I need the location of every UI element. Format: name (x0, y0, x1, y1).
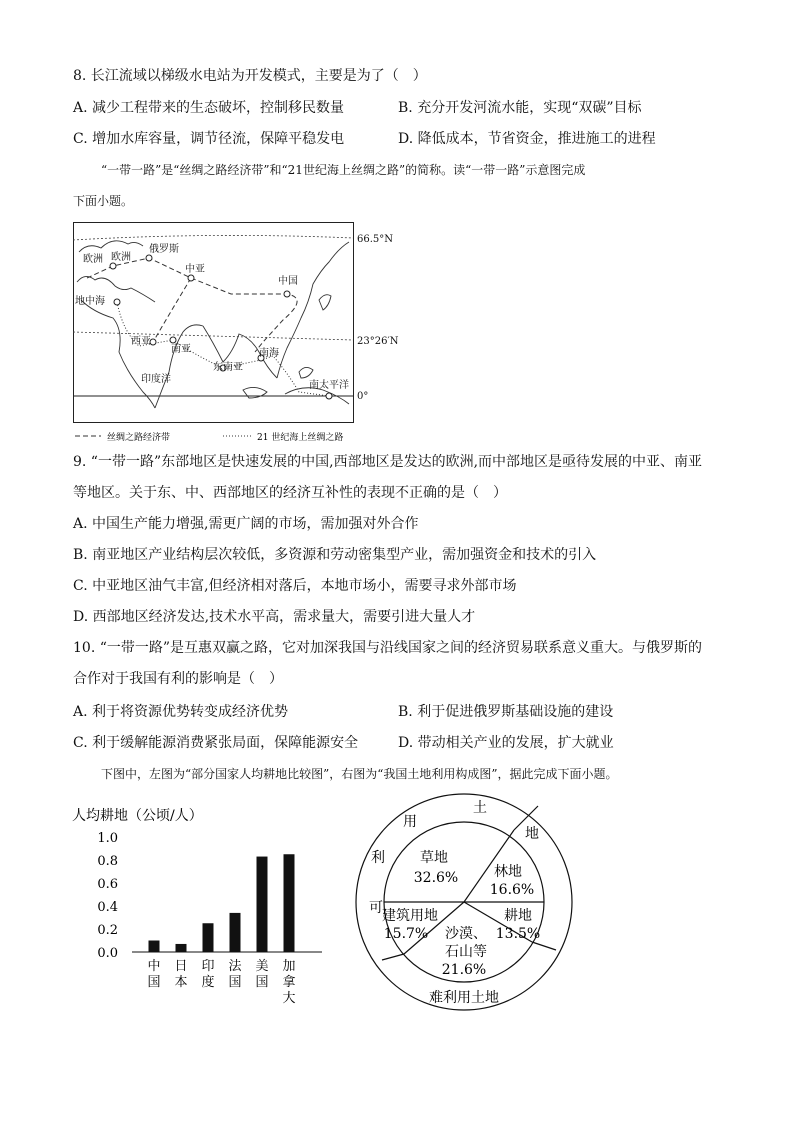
lat-23-26: 23°26′N (357, 336, 399, 347)
legend-sea-route: 21 世纪海上丝绸之路 (257, 433, 344, 443)
label-south-asia: 南亚 (171, 344, 191, 355)
ytick-0-8: 0.8 (97, 854, 118, 869)
label-europe-2: 欧洲 (111, 252, 131, 263)
q8-stem: 8. 长江流域以梯级水电站为开发模式，主要是为了（ ） (73, 68, 427, 84)
xtick-label-6-3: 大 (282, 991, 296, 1006)
xtick-label-2-1: 日 (174, 959, 188, 974)
label-china: 中国 (278, 276, 298, 287)
xtick-label-4-2: 国 (228, 975, 242, 990)
xtick-label-3-2: 度 (201, 975, 215, 990)
land-use-pie-chart (352, 790, 577, 1015)
ring-unusable-label: 难利用土地 (429, 990, 499, 1006)
xtick-label-3-1: 印 (201, 959, 215, 974)
label-west-asia: 西亚 (131, 336, 151, 347)
ytick-0-2: 0.2 (97, 923, 118, 938)
label-russia: 俄罗斯 (149, 244, 179, 255)
slice-desert-pct: 21.6% (441, 962, 487, 978)
q10-option-b: B. 利于促进俄罗斯基础设施的建设 (398, 704, 614, 720)
q9-option-b: B. 南亚地区产业结构层次较低，多资源和劳动密集型产业，需加强资金和技术的引入 (73, 547, 597, 563)
label-mediterranean: 地中海 (75, 296, 105, 307)
xtick-label-5-2: 国 (255, 975, 269, 990)
belt-road-map (73, 222, 403, 444)
bar-6 (284, 854, 295, 952)
intro-belt-road-cont: 下面小题。 (73, 194, 134, 208)
xtick-label-2-2: 本 (174, 975, 188, 990)
lat-66-5: 66.5°N (357, 234, 394, 245)
ytick-1-0: 1.0 (97, 831, 118, 846)
q10-stem-2: 合作对于我国有利的影响是（ ） (73, 671, 283, 687)
bar-1 (149, 941, 160, 953)
ytick-0-6: 0.6 (97, 877, 118, 892)
bar-chart-ylabel: 人均耕地（公顷/人） (72, 808, 203, 824)
q10-option-d: D. 带动相关产业的发展，扩大就业 (398, 735, 614, 751)
slice-farmland-name: 耕地 (504, 908, 532, 924)
xtick-label-1-1: 中 (147, 959, 161, 974)
slice-building-name: 建筑用地 (382, 908, 438, 924)
bar-chart-arable-land (70, 804, 340, 1010)
q9-option-d: D. 西部地区经济发达,技术水平高，需求量大，需要引进大量人才 (73, 609, 476, 625)
ring-char-1: 可 (369, 900, 383, 916)
q9-stem-2: 等地区。关于东、中、西部地区的经济互补性的表现不正确的是（ ） (73, 485, 507, 501)
bar-2 (176, 944, 187, 952)
xtick-label-6-2: 拿 (282, 975, 296, 990)
label-europe-1: 欧洲 (83, 254, 103, 265)
slice-desert-name-1: 沙漠、 (445, 926, 487, 942)
slice-forest-name: 林地 (494, 864, 522, 880)
xtick-label-4-1: 法 (228, 959, 242, 974)
q9-option-c: C. 中亚地区油气丰富,但经济相对落后，本地市场小，需要寻求外部市场 (73, 578, 517, 594)
q10-option-c: C. 利于缓解能源消费紧张局面，保障能源安全 (73, 735, 359, 751)
ring-char-2: 利 (371, 850, 385, 866)
label-central-asia: 中亚 (185, 264, 205, 275)
label-southeast-asia: 东南亚 (213, 362, 243, 373)
bar-5 (257, 857, 268, 952)
slice-forest-pct: 16.6% (489, 882, 535, 898)
ring-char-3: 用 (403, 814, 417, 830)
q9-stem-1: 9. “一带一路”东部地区是快速发展的中国,西部地区是发达的欧洲,而中部地区是亟待发展的中亚、南亚 (73, 454, 703, 470)
slice-grass-name: 草地 (420, 850, 448, 866)
xtick-label-6-1: 加 (282, 959, 296, 974)
q9-option-a: A. 中国生产能力增强,需更广阔的市场，需加强对外合作 (73, 516, 419, 532)
q8-option-a: A. 减少工程带来的生态破坏，控制移民数量 (73, 100, 345, 116)
label-indian-ocean: 印度洋 (141, 374, 171, 385)
lat-0: 0° (357, 391, 369, 402)
q10-stem-1: 10. “一带一路”是互惠双赢之路，它对加深我国与沿线国家之间的经济贸易联系意义重大。与俄罗斯的 (73, 640, 703, 656)
xtick-label-5-1: 美 (255, 959, 269, 974)
ring-char-5: 地 (525, 826, 539, 842)
slice-desert-name-2: 石山等 (445, 944, 487, 960)
slice-building-pct: 15.7% (383, 926, 429, 942)
q8-option-d: D. 降低成本，节省资金，推进施工的进程 (398, 131, 656, 147)
intro-belt-road: “一带一路”是“丝绸之路经济带”和“21世纪海上丝绸之路”的简称。读“一带一路”示意图完成 (101, 163, 586, 177)
q8-option-b: B. 充分开发河流水能，实现“双碳”目标 (398, 100, 642, 116)
legend-land-route: 丝绸之路经济带 (107, 433, 171, 443)
bar-4 (230, 913, 241, 952)
slice-grass-pct: 32.6% (413, 870, 459, 886)
q10-option-a: A. 利于将资源优势转变成经济优势 (73, 704, 289, 720)
ytick-0-4: 0.4 (97, 900, 118, 915)
xtick-label-1-2: 国 (147, 975, 161, 990)
intro-land-charts: 下图中，左图为“部分国家人均耕地比较图”，右图为“我国土地利用构成图”，据此完成下面小题。 (101, 767, 618, 781)
ytick-0-0: 0.0 (97, 946, 118, 961)
bar-3 (203, 923, 214, 952)
q8-option-c: C. 增加水库容量，调节径流，保障平稳发电 (73, 131, 345, 147)
slice-farmland-pct: 13.5% (495, 926, 541, 942)
ring-char-4: 土 (473, 800, 487, 816)
label-south-pacific: 南太平洋 (309, 380, 349, 391)
label-south-china-sea: 南海 (259, 348, 279, 359)
